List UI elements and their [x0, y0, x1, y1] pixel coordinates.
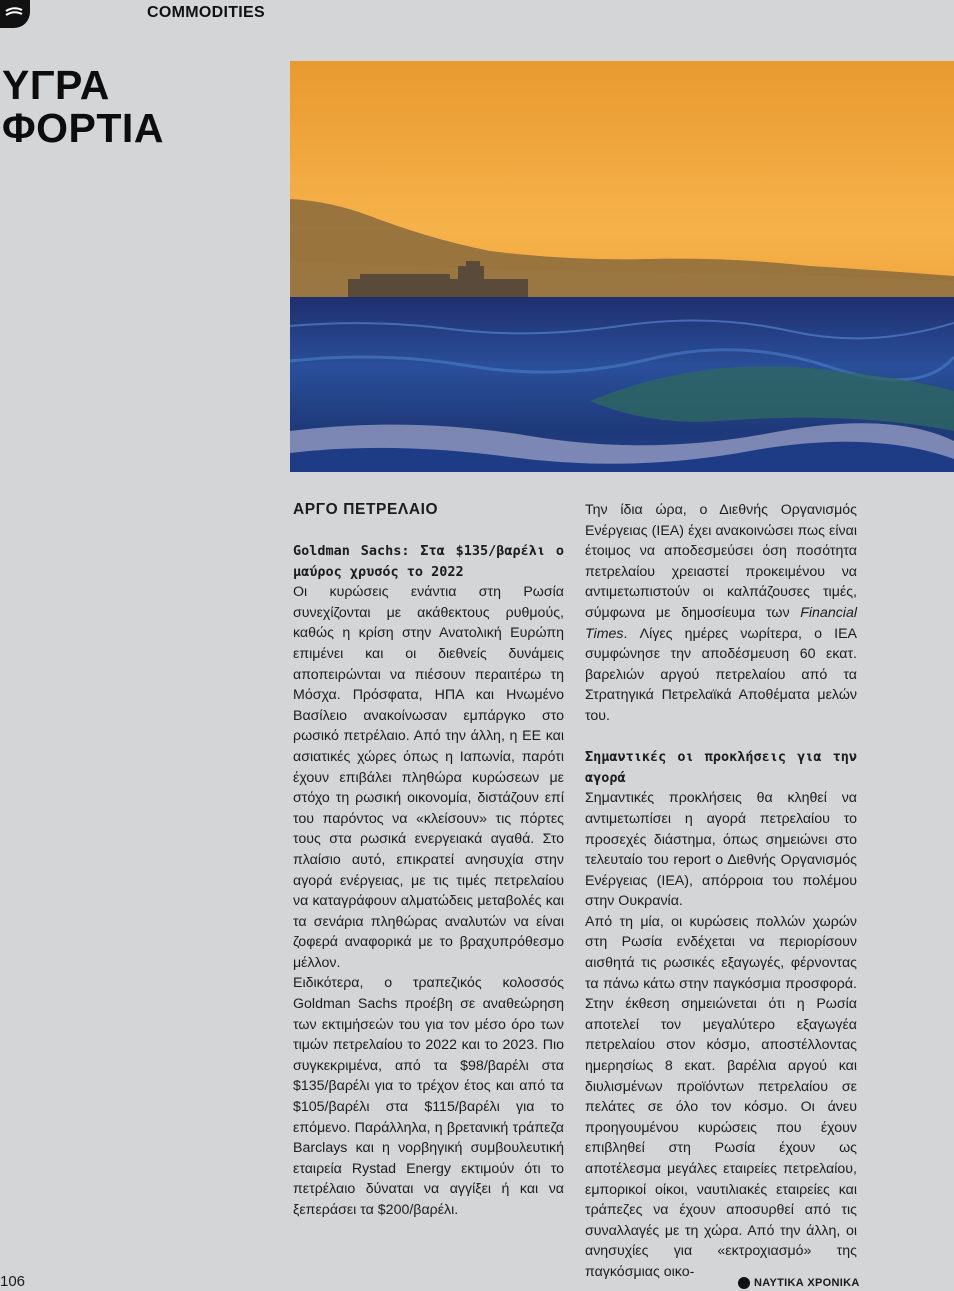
brand-logo-icon — [738, 1277, 750, 1289]
article-right-column — [585, 500, 857, 1283]
page-title — [2, 64, 164, 150]
magazine-logo-icon — [0, 0, 30, 28]
article-paragraph — [585, 500, 857, 727]
article-paragraph: Ειδικότερα, ο τραπεζικός κολοσσός Goldman Sachs προέβη σε αναθεώρηση των εκτιμήσεών του για τον μέσο όρο των τιμών πετρελαίου το 2022 και το 2023. Πιο συγκεκριμένα, από τα $98/βαρέλι στα $135/βαρέλι για το τρέχον έτος και από τα $105/βαρέλι στα $115/βαρέλι για το επόμενο. Παράλληλα, η βρετανική τράπεζα Barclays και η νορβηγική συμβουλευτική εταιρεία Rystad Energy εκτιμούν ότι το πετρέλαιο δύναται να αγγίξει ή και να ξεπεράσει τα $200/βαρέλι. — [293, 975, 564, 1218]
paragraph-text: Την ίδια ώρα, ο Διεθνής Οργανισμός Ενέργειας (IEA) έχει ανακοινώσει πως είναι έτοιμος να αποδεσμεύσει όση ποσότητα πετρελαίου χρειαστεί προκειμένου να αντιμετωπιστούν οι καλπάζουσες τιμές, σύμφωνα με δημοσίευμα των — [585, 502, 857, 621]
page-number: 106 — [0, 1273, 26, 1290]
article-kicker: ΑΡΓΟ ΠΕΤΡΕΛΑΙΟ — [293, 501, 439, 518]
title-line-1: ΥΓΡΑ — [2, 62, 110, 108]
article-paragraph: Από τη μία, οι κυρώσεις πολλών χωρών στη Ρωσία ενδέχεται να περιορίσουν αισθητά τις ρωσικές εξαγωγές, φέρνοντας τα πάνω κάτω στην παγκόσμια προσφορά. Στην έκθεση σημειώνεται ότι η Ρωσία αποτελεί τον μεγαλύτερο εξαγωγέα πετρελαίου στον κόσμο, αποστέλλοντας ημερησίως 8 εκατ. βαρέλια αργού και διυλισμένων προϊόντων πετρελαίου σε πελάτες σε όλο τον κόσμο. Οι άνευ προηγουμένου κυρώσεις που έχουν επιβληθεί στη Ρωσία έχουν ως αποτέλεσμα μεγάλες εταιρείες πετρελαίου, εμπορικοί οίκοι, ναυτιλιακές εταιρείες και τράπεζες να έχουν αποσυρθεί από τις συναλλαγές με τη χώρα. Από την άλλη, οι ανησυχίες για «εκτροχιασμό» της παγκόσμιας οικο- — [585, 913, 857, 1280]
tanker-ship-sunset-photo — [290, 61, 954, 472]
title-line-2: ΦΟΡΤΙΑ — [2, 105, 164, 151]
paragraph-text: . Λίγες ημέρες νωρίτερα, ο IEA συμφώνησε την αποδέσμευση 60 εκατ. βαρελιών αργού πετρελαίου από τα Στρατηγικά Πετρελαϊκά Αποθέματα μελών του. — [585, 625, 857, 724]
brand-name: ΝΑΥΤΙΚΑ ΧΡΟΝΙΚΑ — [754, 1277, 860, 1289]
article-left-column — [293, 500, 564, 1221]
paragraph-gap — [585, 727, 857, 748]
section-label: COMMODITIES — [147, 4, 265, 21]
article-subhead: Goldman Sachs: Στα $135/βαρέλι ο μαύρος χρυσός το 2022 — [293, 543, 564, 580]
article-paragraph: Οι κυρώσεις ενάντια στη Ρωσία συνεχίζονται με ακάθεκτους ρυθμούς, καθώς η κρίση στην Ανατολική Ευρώπη επιμένει και οι διεθνείς δυνάμεις αποπειρώνται να πιέσουν περαιτέρω τη Μόσχα. Πρόσφατα, ΗΠΑ και Ηνωμένο Βασίλειο ανακοίνωσαν εμπάργκο στο ρωσικό πετρέλαιο. Από την άλλη, η ΕΕ και ασιατικές χώρες όπως η Ιαπωνία, παρότι έχουν επιβάλει πληθώρα κυρώσεων με στόχο τη ρωσική οικονομία, διστάζουν επί του παρόντος να «κλείσουν» τις πόρτες τους στα ρωσικά ενεργειακά αγαθά. Στο πλαίσιο αυτό, επικρατεί ανησυχία στην αγορά ενέργειας, με τις τιμές πετρελαίου να καταγράφουν αλματώδεις μεταβολές και τα σενάρια πληθώρας αναλυτών να είναι ζοφερά αναφορικά με το βραχυπρόθεσμο μέλλον. — [293, 584, 564, 971]
article-subhead: Σημαντικές οι προκλήσεις για την αγορά — [585, 749, 857, 786]
article-paragraph: Σημαντικές προκλήσεις θα κληθεί να αντιμετωπίσει η αγορά πετρελαίου το προσεχές διάστημα, όπως σημειώνει στο τελευταίο του report ο Διεθνής Οργανισμός Ενέργειας (IEA), απόρροια του πολέμου στην Ουκρανία. — [585, 790, 857, 910]
publication-name: Financial Times — [585, 604, 857, 642]
footer-brand — [738, 1277, 860, 1289]
